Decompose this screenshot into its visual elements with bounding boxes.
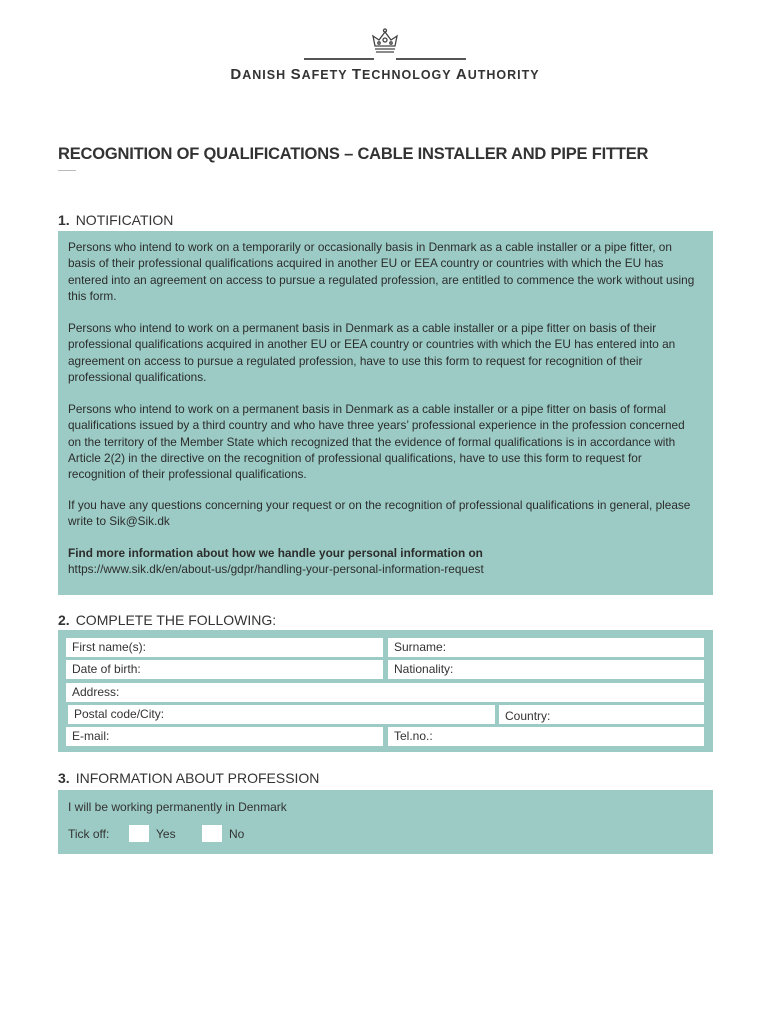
personal-info-box	[58, 630, 713, 752]
no-label: No	[229, 827, 245, 841]
gdpr-info	[68, 545, 698, 578]
title-divider	[58, 170, 76, 171]
telephone-field[interactable]: Tel.no.:	[388, 727, 704, 746]
logo-rule-right	[396, 58, 466, 60]
notification-paragraph-4: If you have any questions concerning your request or on the recognition of professional qualifications in general, please write to Sik@Sik.dk	[68, 498, 691, 529]
date-of-birth-field[interactable]: Date of birth:	[66, 660, 383, 679]
notification-paragraph-3: Persons who intend to work on a permanent basis in Denmark as a cable installer or a pipe fitter on basis of formal qualifications issued by a third country and who have three years’ professional experience in the profession concerned on the territory of the Member State which recognized that the evidence of formal qualifications is in accordance with Article 2(2) in the directive on the recognition of professional qualifications, have to use this form to request for recognition of their professional qualifications.	[68, 402, 685, 482]
yes-checkbox[interactable]	[129, 825, 149, 842]
tick-off-label: Tick off:	[68, 827, 110, 841]
email-field[interactable]: E-mail:	[66, 727, 383, 746]
gdpr-info-bold: Find more information about how we handle your personal information on	[68, 546, 483, 560]
profession-info-box	[58, 790, 713, 854]
page-title: RECOGNITION OF QUALIFICATIONS – CABLE INSTALLER AND PIPE FITTER	[58, 145, 649, 163]
work-statement: I will be working permanently in Denmark	[68, 800, 287, 814]
gdpr-link[interactable]: https://www.sik.dk/en/about-us/gdpr/handling-your-personal-information-request	[68, 562, 484, 577]
section-3-heading: 3. INFORMATION ABOUT PROFESSION	[58, 770, 320, 786]
nationality-field[interactable]: Nationality:	[388, 660, 704, 679]
country-field[interactable]: Country:	[499, 705, 704, 724]
postal-code-city-field[interactable]: Postal code/City:	[68, 705, 495, 724]
first-name-field[interactable]: First name(s):	[66, 638, 383, 657]
crown-icon	[369, 28, 401, 56]
yes-label: Yes	[156, 827, 176, 841]
notification-box	[58, 231, 713, 595]
notification-paragraph-2: Persons who intend to work on a permanent basis in Denmark as a cable installer or a pipe fitter on basis of their professional qualifications acquired in another EU or EEA country or countries with which the EU has entered into an agreement on access to pursue a regulated profession, have to use this form to request for recognition of their professional qualifications.	[68, 321, 676, 384]
header	[0, 28, 770, 88]
no-checkbox[interactable]	[202, 825, 222, 842]
address-field[interactable]: Address:	[66, 683, 704, 702]
notification-paragraph-1: Persons who intend to work on a temporarily or occasionally basis in Denmark as a cable installer or a pipe fitter, on basis of their professional qualifications acquired in another EU or EEA country or countries with which the EU has entered into an agreement on access to pursue a regulated profession, are entitled to commence the work without using this form.	[68, 240, 695, 303]
section-1-heading: 1. NOTIFICATION	[58, 212, 174, 228]
surname-field[interactable]: Surname:	[388, 638, 704, 657]
organization-name: DANISH SAFETY TECHNOLOGY AUTHORITY	[230, 66, 540, 83]
section-2-heading: 2. COMPLETE THE FOLLOWING:	[58, 612, 277, 628]
logo-rule-left	[304, 58, 374, 60]
